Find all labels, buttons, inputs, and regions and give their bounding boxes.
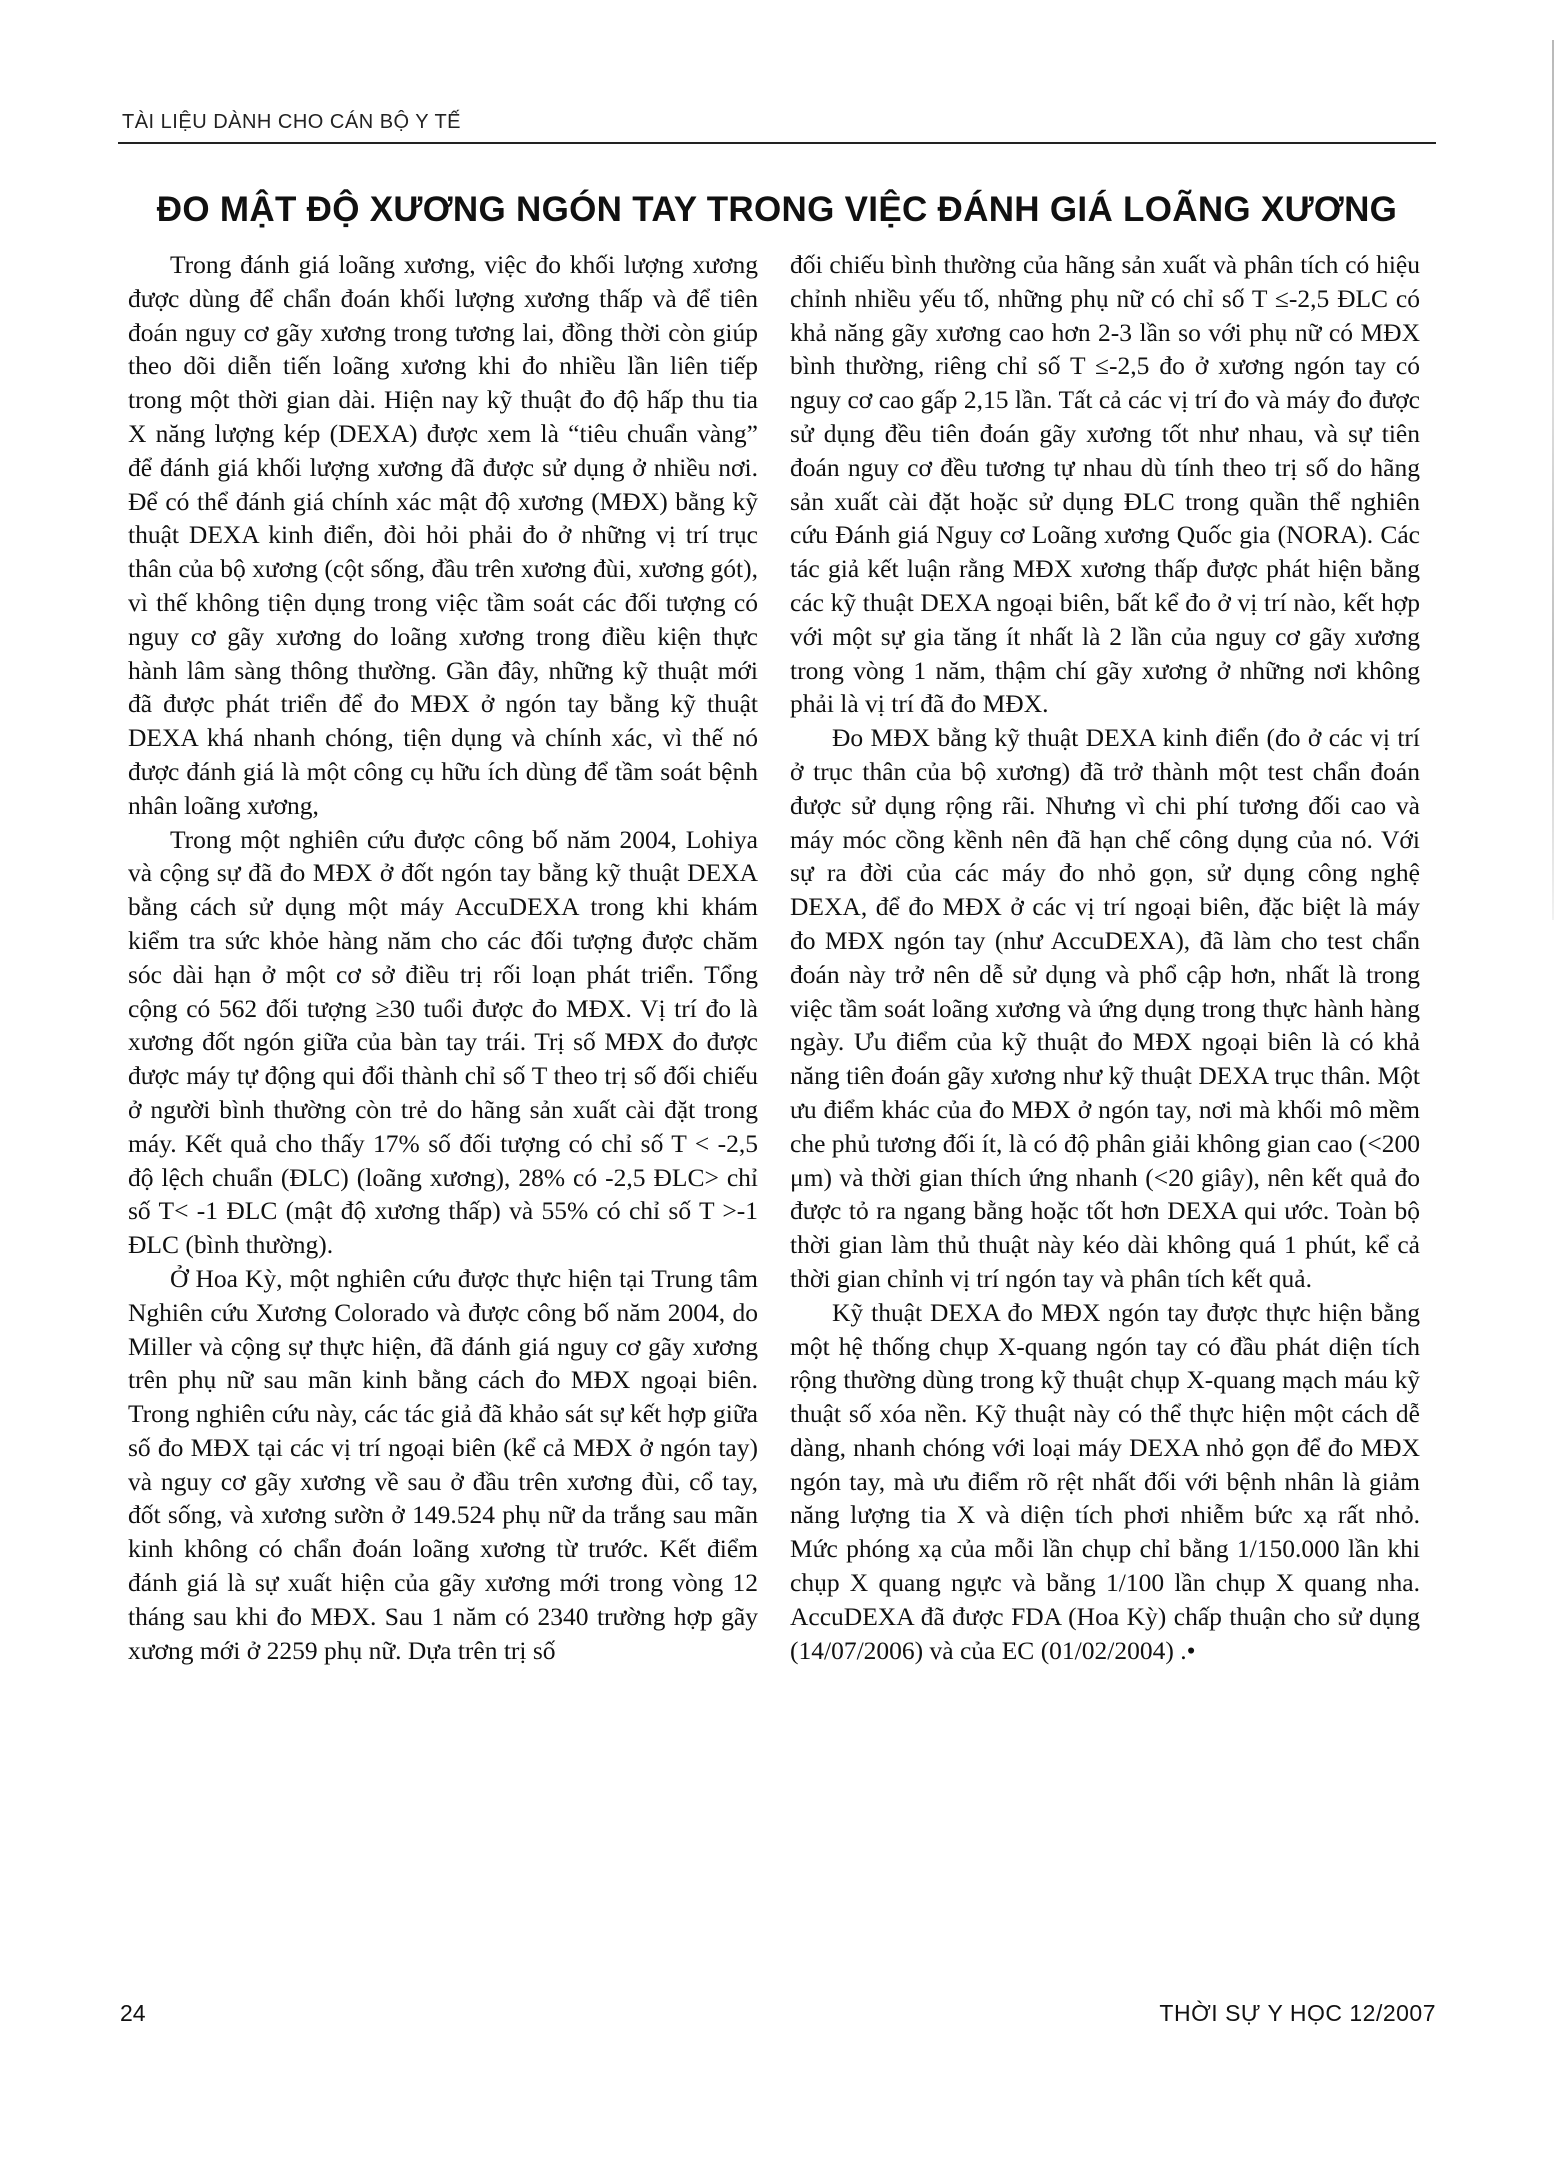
- paragraph: Trong đánh giá loãng xương, việc đo khối lượng xương được dùng để chẩn đoán khối lượng xương thấp và để tiên đoán nguy cơ gãy xương trong tương lai, đồng thời còn giúp theo dõi diễn tiến loãng xương khi đo nhiều lần liên tiếp trong một thời gian dài. Hiện nay kỹ thuật đo độ hấp thu tia X năng lượng kép (DEXA) được xem là “tiêu chuẩn vàng” để đánh giá khối lượng xương đã được sử dụng ở nhiều nơi. Để có thể đánh giá chính xác mật độ xương (MĐX) bằng kỹ thuật DEXA kinh điển, đòi hỏi phải đo ở những vị trí trục thân của bộ xương (cột sống, đầu trên xương đùi, xương gót), vì thế không tiện dụng trong việc tầm soát các đối tượng có nguy cơ gãy xương do loãng xương trong điều kiện thực hành lâm sàng thông thường. Gần đây, những kỹ thuật mới đã được phát triển để đo MĐX ở ngón tay bằng kỹ thuật DEXA khá nhanh chóng, tiện dụng và chính xác, vì thế nó được đánh giá là một công cụ hữu ích dùng để tầm soát bệnh nhân loãng xương,: [128, 250, 758, 820]
- paragraph: Ở Hoa Kỳ, một nghiên cứu được thực hiện tại Trung tâm Nghiên cứu Xương Colorado và được công bố năm 2004, do Miller và cộng sự thực hiện, đã đánh giá nguy cơ gãy xương trên phụ nữ sau mãn kinh bằng cách đo MĐX ngoại biên. Trong nghiên cứu này, các tác giả đã khảo sát sự kết hợp giữa số đo MĐX tại các vị trí ngoại biên (kể cả MĐX ở ngón tay) và nguy cơ gãy xương về sau ở đầu trên xương đùi, cổ tay, đốt sống, và xương sườn ở 149.524 phụ nữ da trắng sau mãn kinh không có chẩn đoán loãng xương từ trước. Kết điểm đánh giá là sự xuất hiện của gãy xương mới trong vòng 12 tháng sau khi đo MĐX. Sau 1 năm có 2340 trường hợp gãy xương mới ở 2259 phụ nữ. Dựa trên trị số: [128, 1263, 758, 1665]
- paragraph: Trong một nghiên cứu được công bố năm 2004, Lohiya và cộng sự đã đo MĐX ở đốt ngón tay bằng kỹ thuật DEXA bằng cách sử dụng một máy AccuDEXA trong khi khám kiểm tra sức khỏe hàng năm cho các đối tượng được chăm sóc dài hạn ở một cơ sở điều trị rối loạn phát triển. Tổng cộng có 562 đối tượng ≥30 tuổi được đo MĐX. Vị trí đo là xương đốt ngón giữa của bàn tay trái. Trị số MĐX đo được được máy tự động qui đổi thành chỉ số T theo trị số đối chiếu ở người bình thường còn trẻ do hãng sản xuất cài đặt trong máy. Kết quả cho thấy 17% số đối tượng có chỉ số T < -2,5 độ lệch chuẩn (ĐLC) (loãng xương), 28% có -2,5 ĐLC> chỉ số T< -1 ĐLC (mật độ xương thấp) và 55% có chỉ số T >-1 ĐLC (bình thường).: [128, 824, 758, 1260]
- header-rule: [118, 142, 1436, 144]
- running-head: TÀI LIỆU DÀNH CHO CÁN BỘ Y TẾ: [122, 111, 462, 133]
- paragraph: Đo MĐX bằng kỹ thuật DEXA kinh điển (đo ở các vị trí ở trục thân của bộ xương) đã trở thành một test chẩn đoán được sử dụng rộng rãi. Nhưng vì chi phí tương đối cao và máy móc cồng kềnh nên đã hạn chế công dụng của nó. Với sự ra đời của các máy đo nhỏ gọn, sử dụng công nghệ DEXA, để đo MĐX ở các vị trí ngoại biên, đặc biệt là máy đo MĐX ngón tay (như AccuDEXA), đã làm cho test chẩn đoán này trở nên dễ sử dụng và phổ cập hơn, nhất là trong việc tầm soát loãng xương và ứng dụng trong thực hành hàng ngày. Ưu điểm của kỹ thuật đo MĐX ngoại biên là có khả năng tiên đoán gãy xương như kỹ thuật DEXA trục thân. Một ưu điểm khác của đo MĐX ở ngón tay, nơi mà khối mô mềm che phủ tương đối ít, là có độ phân giải không gian cao (<200 μm) và thời gian thích ứng nhanh (<20 giây), nên kết quả đo được tỏ ra ngang bằng hoặc tốt hơn DEXA qui ước. Toàn bộ thời gian làm thủ thuật này kéo dài không quá 1 phút, kể cả thời gian chỉnh vị trí ngón tay và phân tích kết quả.: [790, 723, 1420, 1293]
- journal-issue: THỜI SỰ Y HỌC 12/2007: [1159, 2000, 1436, 2026]
- paragraph: Kỹ thuật DEXA đo MĐX ngón tay được thực hiện bằng một hệ thống chụp X-quang ngón tay có đầu phát diện tích rộng thường dùng trong kỹ thuật chụp X-quang mạch máu kỹ thuật số xóa nền. Kỹ thuật này có thể thực hiện một cách dễ dàng, nhanh chóng với loại máy DEXA nhỏ gọn để đo MĐX ngón tay, mà ưu điểm rõ rệt nhất đối với bệnh nhân là giảm năng lượng tia X và diện tích phơi nhiễm bức xạ rất nhỏ. Mức phóng xạ của mỗi lần chụp chỉ bằng 1/150.000 lần khi chụp X quang ngực và bằng 1/100 lần chụp X quang nha. AccuDEXA đã được FDA (Hoa Kỳ) chấp thuận cho sử dụng (14/07/2006) và của EC (01/02/2004) .•: [790, 1297, 1420, 1665]
- right-column: [790, 248, 1420, 1667]
- scan-edge-artifact: [1552, 40, 1554, 920]
- page-number: 24: [120, 2000, 146, 2026]
- paragraph-continuation: đối chiếu bình thường của hãng sản xuất và phân tích có hiệu chỉnh nhiều yếu tố, những phụ nữ có chỉ số T ≤-2,5 ĐLC có khả năng gãy xương cao hơn 2-3 lần so với phụ nữ có MĐX bình thường, riêng chỉ số T ≤-2,5 đo ở xương ngón tay có nguy cơ cao gấp 2,15 lần. Tất cả các vị trí đo và máy đo được sử dụng đều tiên đoán gãy xương tốt như nhau, và sự tiên đoán nguy cơ đều tương tự nhau dù tính theo trị số do hãng sản xuất cài đặt hoặc sử dụng ĐLC trong quần thể nghiên cứu Đánh giá Nguy cơ Loãng xương Quốc gia (NORA). Các tác giả kết luận rằng MĐX xương thấp được phát hiện bằng các kỹ thuật DEXA ngoại biên, bất kể đo ở vị trí nào, kết hợp với một sự gia tăng ít nhất là 2 lần của nguy cơ gãy xương trong vòng 1 năm, thậm chí gãy xương ở những nơi không phải là vị trí đã đo MĐX.: [790, 250, 1420, 719]
- left-column: [128, 248, 758, 1667]
- article-title: ĐO MẬT ĐỘ XƯƠNG NGÓN TAY TRONG VIỆC ĐÁNH GIÁ LOÃNG XƯƠNG: [156, 190, 1398, 229]
